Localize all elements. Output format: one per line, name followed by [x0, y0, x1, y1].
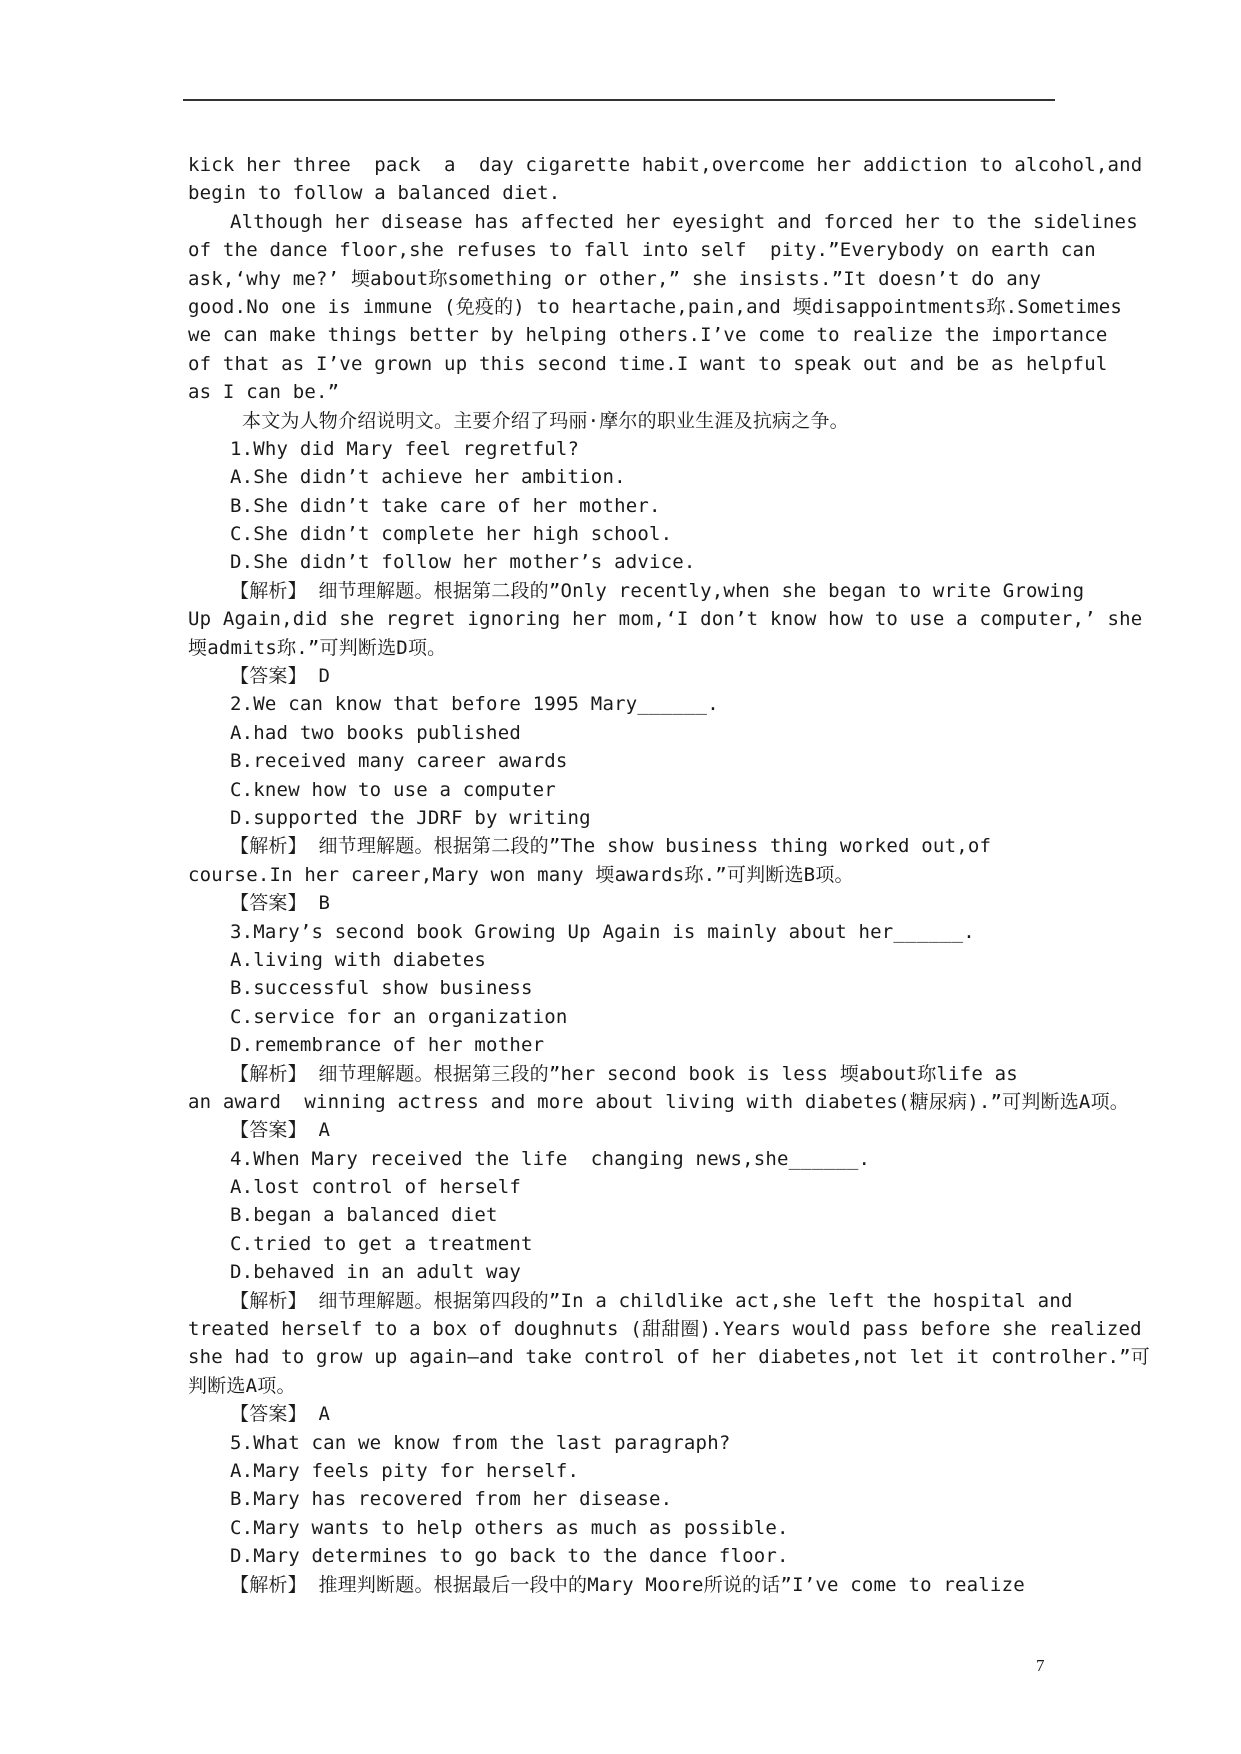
text-line: A.lost control of herself: [230, 1176, 521, 1199]
text-line: A.living with diabetes: [230, 948, 487, 971]
text-line: 【解析】 细节理解题。根据第二段的”The show business thing worked out,of: [230, 835, 992, 858]
text-line: D.She didn’t follow her mother’s advice.: [230, 551, 696, 574]
text-line: A.had two books published: [230, 721, 521, 744]
text-line: 【解析】 细节理解题。根据第三段的”her second book is less 堧about珎life as: [230, 1062, 1018, 1085]
text-line: 【答案】 D: [230, 665, 331, 688]
text-line: of that as I’ve grown up this second time.I want to speak out and be as helpful: [188, 352, 1108, 375]
text-line: C.Mary wants to help others as much as possible.: [230, 1516, 789, 1539]
text-line: 【解析】 推理判断题。根据最后一段中的Mary Moore所说的话”I’ve come to realize: [230, 1573, 1025, 1596]
text-line: kick her three pack a day cigarette habit,overcome her addiction to alcohol,and: [188, 154, 1143, 176]
text-line: 堧admits珎.”可判断选D项。: [188, 636, 447, 659]
document-body: [188, 151, 1150, 1599]
header-rule: [183, 99, 1055, 101]
text-line: ask,‘why me?’ 堧about珎something or other,” she insists.”It doesn’t do any: [188, 267, 1042, 290]
text-line: C.knew how to use a computer: [230, 778, 556, 801]
text-line: 判断选A项。: [188, 1374, 296, 1397]
text-line: Up Again,did she regret ignoring her mom,‘I don’t know how to use a computer,’ she: [188, 608, 1143, 631]
text-line: C.She didn’t complete her high school.: [230, 523, 673, 546]
text-line: 3.Mary’s second book Growing Up Again is mainly about her______.: [230, 920, 975, 943]
text-line: 5.What can we know from the last paragraph?: [230, 1431, 731, 1454]
text-line: she had to grow up again—and take control of her diabetes,not let it controlher.”可: [188, 1346, 1150, 1369]
text-line: we can make things better by helping others.I’ve come to realize the importance: [188, 324, 1108, 347]
text-line: D.remembrance of her mother: [230, 1034, 545, 1057]
text-line: C.tried to get a treatment: [230, 1232, 533, 1255]
text-line: Although her disease has affected her eyesight and forced her to the sidelines: [230, 210, 1138, 233]
text-line: A.She didn’t achieve her ambition.: [230, 466, 626, 489]
text-line: 【答案】 A: [230, 1119, 331, 1142]
text-line: 4.When Mary received the life changing news,she______.: [230, 1147, 871, 1170]
text-line: good.No one is immune (免疫的) to heartache,pain,and 堧disappointments珎.Sometimes: [188, 295, 1123, 318]
text-line: C.service for an organization: [230, 1005, 568, 1028]
text-line: B.began a balanced diet: [230, 1204, 498, 1227]
text-line: course.In her career,Mary won many 堧awards珎.”可判断选B项。: [188, 863, 854, 886]
text-line: 本文为人物介绍说明文。主要介绍了玛丽·摩尔的职业生涯及抗病之争。: [242, 409, 849, 432]
text-line: D.supported the JDRF by writing: [230, 806, 591, 829]
text-line: of the dance floor,she refuses to fall into self pity.”Everybody on earth can: [188, 239, 1096, 262]
text-line: B.Mary has recovered from her disease.: [230, 1488, 673, 1511]
text-line: D.behaved in an adult way: [230, 1261, 521, 1284]
text-line: as I can be.”: [188, 381, 340, 404]
text-line: 【答案】 A: [230, 1403, 331, 1426]
text-line: 【解析】 细节理解题。根据第二段的”Only recently,when she began to write Growing: [230, 579, 1085, 602]
text-line: an award winning actress and more about living with diabetes(糖尿病).”可判断选A项。: [188, 1090, 1129, 1113]
text-line: 【解析】 细节理解题。根据第四段的”In a childlike act,she left the hospital and: [230, 1289, 1073, 1312]
text-line: B.successful show business: [230, 977, 533, 1000]
text-line: D.Mary determines to go back to the dance floor.: [230, 1545, 789, 1568]
page-number: 7: [1036, 1656, 1045, 1675]
text-line: 2.We can know that before 1995 Mary______.: [230, 693, 719, 716]
text-line: B.She didn’t take care of her mother.: [230, 494, 661, 517]
text-line: 【答案】 B: [230, 892, 331, 915]
text-line: A.Mary feels pity for herself.: [230, 1459, 580, 1482]
text-line: 1.Why did Mary feel regretful?: [230, 437, 580, 460]
text-line: B.received many career awards: [230, 750, 568, 773]
text-line: treated herself to a box of doughnuts (甜甜圈).Years would pass before she realized: [188, 1318, 1142, 1341]
text-line: begin to follow a balanced diet.: [188, 182, 561, 205]
